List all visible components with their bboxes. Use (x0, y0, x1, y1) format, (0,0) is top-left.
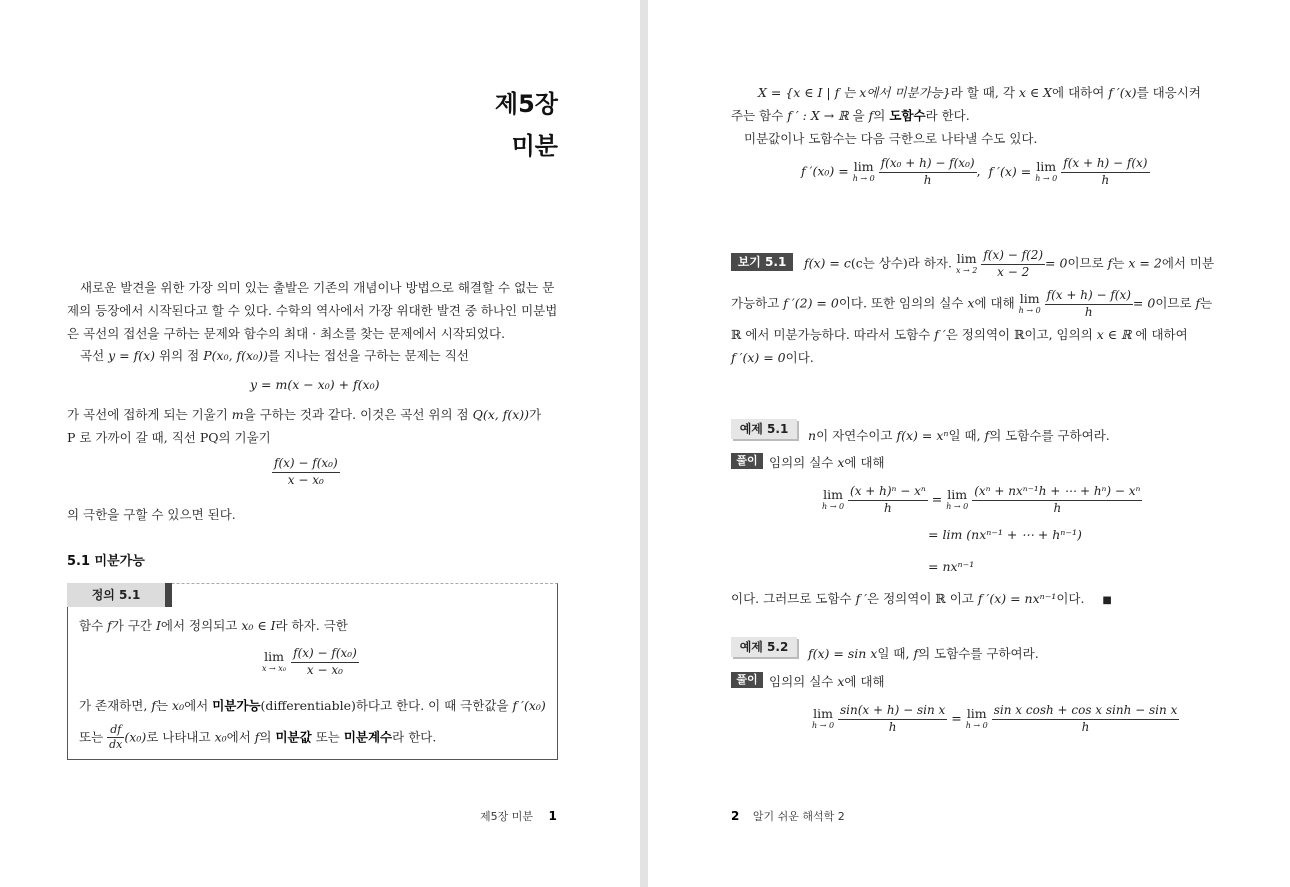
text-segment: 가능하고 (731, 295, 780, 311)
term-derivative-value: 미분값 (275, 729, 312, 745)
definition-limit (262, 646, 359, 678)
math-x-in-x: x ∈ X (1018, 85, 1053, 100)
text-segment: 를 지나는 접선을 구하는 문제는 직선 (267, 348, 469, 363)
fraction-numerator: f(x₀ + h) − f(x₀) (879, 156, 977, 173)
text-segment: 이 자연수이고 (816, 428, 893, 443)
text-segment: 의 도함수를 구하여라. (918, 646, 1039, 661)
math-fprime: f ′ (934, 327, 946, 342)
math-fprime-map: f ′ : X → ℝ (787, 108, 849, 123)
definition-label: 정의 5.1 (67, 583, 172, 607)
text-segment: 라 하자. 극한 (275, 618, 348, 633)
fraction-numerator: (x + h)ⁿ − xⁿ (848, 484, 928, 501)
text-segment: 에 대하여 (1052, 85, 1105, 100)
math-f: f (254, 729, 260, 745)
example-line-2 (731, 288, 1212, 320)
text-segment: 는 (1112, 255, 1125, 271)
definition-line-2 (79, 697, 546, 716)
text-segment: 에서 정의되고 (160, 618, 238, 633)
derivative-limit-definitions (801, 156, 1150, 188)
text-segment: 또는 (79, 729, 104, 745)
lim-word: lim (1036, 159, 1057, 175)
math-point-q: Q(x, f(x)) (472, 407, 530, 422)
text-segment: 가 존재하면, (79, 698, 148, 713)
fraction-numerator: f(x) − f(x₀) (291, 646, 359, 663)
text-segment: 일 때, (948, 428, 981, 443)
math-x: x (967, 295, 975, 311)
fraction-denominator: h (1084, 304, 1093, 319)
math-x0: x₀ (214, 729, 227, 745)
solution-label: 풀이 (731, 672, 763, 688)
text-segment: 가 (529, 407, 542, 422)
math-equals-zero: = 0 (1132, 295, 1156, 311)
derivative-set-line-2 (731, 107, 970, 126)
math-n: n (808, 428, 817, 443)
text-segment: (differentiable)하다고 한다. 이 때 극한값을 (260, 698, 509, 713)
text-segment: 는 (155, 698, 169, 713)
fraction-numerator: f(x) − f(2) (981, 248, 1045, 265)
solution-1-step-3: = nxⁿ⁻¹ (928, 559, 975, 574)
math-lhs: f ′(x) = (988, 163, 1032, 179)
example-line-1 (804, 248, 1214, 280)
tangent-line-equation: y = m(x − x₀) + f(x₀) (250, 377, 380, 392)
math-x: x (837, 674, 845, 689)
lim-subscript: x → 2 (955, 265, 978, 275)
math-fprime-result: f ′(x) = nxⁿ⁻¹ (977, 591, 1057, 606)
intro-line-3: 은 곡선의 접선을 구하는 문제와 함수의 최대 · 최소를 찾는 문제에서 시작되었다. (67, 326, 506, 341)
math-slope: m (231, 407, 244, 422)
text-segment: 은 정의역이 ℝ이고, 임의의 (945, 327, 1093, 342)
text-segment: 이므로 (1067, 255, 1104, 271)
math-set-x: X = {x ∈ I | f 는 x에서 미분가능} (758, 85, 951, 100)
math-f: f (1195, 295, 1201, 311)
slope-text-line-1 (67, 406, 541, 425)
fraction-denominator: h (1081, 719, 1090, 734)
fraction-denominator: h (1053, 500, 1062, 515)
limit-remark: 의 극한을 구할 수 있으면 된다. (67, 507, 236, 522)
text-segment: 의 (873, 108, 886, 123)
footer-left (480, 808, 557, 824)
text-segment: 에 대하여 (1135, 327, 1188, 342)
footer-right (731, 808, 845, 824)
fraction-numerator: sin(x + h) − sin x (838, 703, 947, 720)
solution-1-step-1: lim h → 0 $\frac{\text{(x + h)ⁿ − xⁿ}}{h}$ = lim h → 0 $\frac{\text{(xⁿ + nxⁿ⁻¹h + ⋯ + hⁿ) − xⁿ}}{h}$ (822, 484, 1141, 515)
footer-book-title: 알기 쉬운 해석학 2 (752, 810, 845, 823)
math-f: f (984, 428, 990, 443)
math-lhs: f ′(x₀) = (801, 163, 849, 179)
math-f: f (107, 618, 112, 633)
lim-word: lim (947, 487, 968, 503)
lim-subscript: h → 0 (812, 720, 835, 730)
slope-text-line-2: P 로 가까이 갈 때, 직선 PQ의 기울기 (67, 430, 271, 445)
fraction-numerator: (xⁿ + nxⁿ⁻¹h + ⋯ + hⁿ) − xⁿ (972, 484, 1142, 501)
math-f: f (1107, 255, 1113, 271)
text-segment: 로 나타내고 (146, 729, 211, 745)
text-segment: 에 대해 (844, 455, 885, 470)
text-segment: 위의 점 (159, 348, 200, 363)
lim-subscript: x → x₀ (262, 663, 287, 673)
text-segment: 이다. 또한 임의의 실수 (838, 295, 964, 311)
solution-1-conclusion (731, 590, 1112, 609)
derivative-set-line-3: 미분값이나 도함수는 다음 극한으로 나타낼 수도 있다. (744, 131, 1038, 146)
math-fprime-zero: f ′(x) = 0 (731, 350, 786, 365)
text-segment: 이므로 (1155, 295, 1192, 311)
text-segment: 의 (259, 729, 272, 745)
text-segment: 을 (852, 108, 865, 123)
math-f: f (151, 698, 156, 713)
definition-line-3 (79, 723, 436, 753)
math-at-x0: (x₀) (124, 729, 147, 745)
math-fprime-2: f ′(2) = 0 (783, 295, 839, 311)
lim-subscript: h → 0 (1018, 305, 1041, 315)
problem-5-1-statement (808, 427, 1110, 446)
page-right (648, 0, 1290, 887)
solution-label: 풀이 (731, 453, 763, 469)
text-segment: 에 대해 (974, 295, 1015, 311)
text-segment: 임의의 실수 (769, 455, 834, 470)
math-x0: x₀ (172, 698, 185, 713)
math-derivative-at-x0: f ′(x₀) (512, 698, 546, 713)
lim-word: lim (1019, 291, 1040, 307)
text-segment: 는 (1200, 295, 1213, 311)
derivative-set-line-1 (758, 84, 1201, 103)
text-segment: 함수 (79, 618, 104, 633)
lim-word: lim (853, 159, 874, 175)
text-segment: ℝ 에서 미분가능하다. 따라서 도함수 (731, 327, 931, 342)
text-segment: 라 한다. (925, 108, 970, 123)
text-segment: 에서 (226, 729, 251, 745)
lim-subscript: h → 0 (946, 501, 969, 511)
math-f: f (913, 646, 919, 661)
text-segment: 에 대해 (844, 674, 885, 689)
text-segment: 가 구간 (111, 618, 152, 633)
footer-chapter: 제5장 미분 (480, 810, 533, 823)
term-derivative-coefficient: 미분계수 (343, 729, 393, 745)
math-x0-in-i: x₀ ∈ I (241, 618, 276, 633)
lim-word: lim (813, 706, 833, 722)
page-number: 2 (731, 809, 740, 823)
fraction-denominator: h (923, 172, 932, 187)
text-segment: 에서 (184, 698, 209, 713)
text-segment: (c는 상수)라 하자. (850, 255, 952, 271)
fraction-numerator: f(x + h) − f(x) (1045, 288, 1133, 305)
math-f-sin: f(x) = sin x (808, 646, 878, 661)
fraction-denominator: h (888, 719, 897, 734)
lim-subscript: h → 0 (1035, 173, 1058, 183)
lim-word: lim (966, 706, 987, 722)
example-line-4 (731, 349, 814, 368)
lim-subscript: h → 0 (852, 173, 875, 183)
page-left (0, 0, 640, 887)
section-title: 5.1 미분가능 (67, 554, 145, 569)
text-segment: 의 도함수를 구하여라. (989, 428, 1110, 443)
math-fprime: f ′ (855, 591, 868, 606)
math-f-const: f(x) = c (804, 255, 851, 271)
fraction-numerator: df (107, 723, 124, 738)
page-gutter (640, 0, 648, 887)
text-segment: 를 대응시켜 (1136, 85, 1201, 100)
slope-fraction (272, 456, 340, 488)
chapter-number: 제5장 (494, 90, 558, 118)
solution-2-step-1: lim h → 0 $\frac{\text{sin(x + h) − sin x}}{h}$ = lim h → 0 $\frac{\text{sin x cosh + cos x sinh − sin x}}{h}$ (812, 703, 1178, 734)
text-segment: 은 정의역이 ℝ 이고 (867, 591, 974, 606)
problem-label: 예제 5.1 (731, 419, 797, 439)
math-point-p: P(x₀, f(x₀)) (203, 348, 268, 363)
text-segment: 라 할 때, 각 (950, 85, 1015, 100)
qed-mark: ■ (1102, 595, 1112, 606)
fraction-denominator: h (884, 500, 892, 515)
intro-tangent-line (80, 347, 469, 366)
fraction-denominator: h (1101, 172, 1110, 187)
math-x: x (837, 455, 845, 470)
fraction-numerator: f(x + h) − f(x) (1061, 156, 1149, 173)
fraction-denominator: x − x₀ (306, 662, 343, 677)
lim-subscript: h → 0 (965, 720, 988, 730)
solution-2-intro (769, 673, 885, 692)
text-segment: 을 구하는 것과 같다. 이것은 곡선 위의 점 (243, 407, 469, 422)
fraction-numerator: sin x cosh + cos x sinh − sin x (992, 703, 1180, 720)
lim-word: lim (823, 487, 843, 503)
math-x-in-r: x ∈ ℝ (1096, 327, 1132, 342)
text-segment: 이다. (1056, 591, 1085, 606)
fraction-denominator: dx (109, 738, 123, 752)
lim-subscript: h → 0 (822, 501, 845, 511)
term-differentiable: 미분가능 (212, 698, 261, 713)
chapter-title: 미분 (511, 132, 558, 160)
text-segment: 곡선 (80, 348, 105, 363)
solution-1-intro (769, 454, 885, 473)
term-derivative-function: 도함수 (889, 108, 926, 123)
text-segment: 에서 미분 (1161, 255, 1215, 271)
text-segment: 라 한다. (392, 729, 437, 745)
math-f: f (868, 108, 874, 123)
text-segment: 가 곡선에 접하게 되는 기울기 (67, 407, 228, 422)
problem-5-2-statement (808, 645, 1039, 664)
math-interval: I (155, 618, 161, 633)
text-segment: 주는 함수 (731, 108, 784, 123)
lim-word: lim (264, 649, 284, 665)
lim-word: lim (956, 251, 977, 267)
comma: , (976, 163, 981, 179)
definition-line-1 (79, 617, 348, 636)
page-number: 1 (548, 809, 557, 823)
math-equals-zero: = 0 (1045, 255, 1068, 271)
example-line-3 (731, 326, 1188, 345)
solution-1-step-2: = lim (nxⁿ⁻¹ + ⋯ + hⁿ⁻¹) (928, 527, 1082, 542)
fraction-denominator: x − 2 (997, 264, 1030, 279)
text-segment: 임의의 실수 (769, 674, 834, 689)
problem-label: 예제 5.2 (731, 637, 797, 657)
fraction-numerator: f(x) − f(x₀) (272, 456, 340, 473)
intro-line-1: 새로운 발견을 위한 가장 의미 있는 출발은 기존의 개념이나 방법으로 해결할 수 없는 문 (80, 280, 555, 295)
text-segment: 이다. 그러므로 도함수 (731, 591, 852, 606)
fraction-denominator: x − x₀ (287, 472, 324, 487)
intro-line-2: 제의 등장에서 시작된다고 할 수 있다. 수학의 역사에서 가장 위대한 발견 중 하나인 미분법 (67, 303, 558, 318)
math-f-power: f(x) = xⁿ (896, 428, 949, 443)
example-label: 보기 5.1 (731, 253, 793, 271)
math-fprime-x: f ′(x) (1108, 85, 1137, 100)
text-segment: 이다. (785, 350, 814, 365)
text-segment: 또는 (315, 729, 340, 745)
math-curve: y = f(x) (108, 348, 156, 363)
text-segment: 일 때, (877, 646, 910, 661)
math-x-equals-2: x = 2 (1128, 255, 1162, 271)
